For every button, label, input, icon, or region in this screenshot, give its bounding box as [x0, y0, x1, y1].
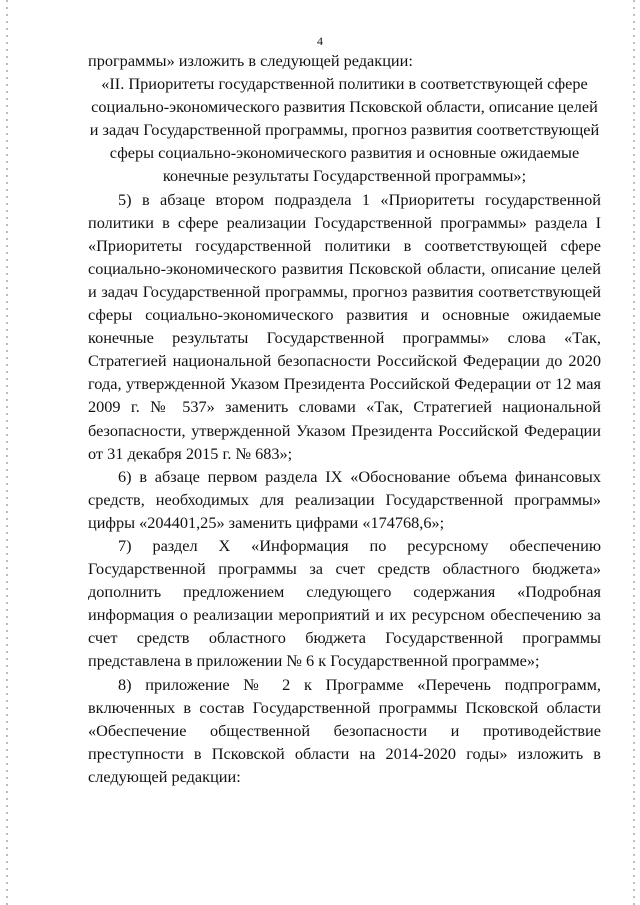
intro-line: программы» изложить в следующей редакции:	[88, 51, 413, 70]
section-heading: «II. Приоритеты государственной политики в соответствующей сфере социально-экономического развития Псковской области, описание целей и задач Государственной программы, прогноз развития соответствующей сферы социально-экономического развития и основные ожидаемые конечные результаты Государственной программы»;	[89, 74, 600, 186]
left-scan-edge	[6, 0, 8, 905]
document-body	[88, 49, 601, 788]
paragraph-item-7: 7) раздел X «Информация по ресурсному обеспечению Государственной программы за счет средств областного бюджета» дополнить предложением следующего содержания «Подробная информация о реализации мероприятий и их ресурсном обеспечению за счет средств областного бюджета Государственной программы представлена в приложении № 6 к Государственной программе»;	[88, 535, 601, 671]
page-number: 4	[317, 34, 323, 48]
paragraph-item-6: 6) в абзаце первом раздела IX «Обоснование объема финансовых средств, необходимых для реализации Государственной программы» цифры «204401,25» заменить цифрами «174768,6»;	[88, 466, 601, 532]
paragraph-item-8: 8) приложение № 2 к Программе «Перечень подпрограмм, включенных в состав Государственной программы Псковской области «Обеспечение общественной безопасности и противодействие преступности в Псковской области на 2014-2020 годы» изложить в следующей редакции:	[88, 674, 601, 786]
right-scan-edge	[633, 0, 635, 905]
paragraph-item-5: 5) в абзаце втором подраздела 1 «Приоритеты государственной политики в сфере реализации Государственной программы» раздела I «Приоритеты государственной политики в соответствующей сфере социально-экономического развития Псковской области, описание целей и задач Государственной программы, прогноз развития соответствующей сферы социально-экономического развития и основные ожидаемые конечные результаты Государственной программы» слова «Так, Стратегией национальной безопасности Российской Федерации до 2020 года, утвержденной Указом Президента Российской Федерации от 12 мая 2009 г. № 537» заменить словами «Так, Стратегией национальной безопасности, утвержденной Указом Президента Российской Федерации от 31 декабря 2015 г. № 683»;	[88, 189, 601, 463]
